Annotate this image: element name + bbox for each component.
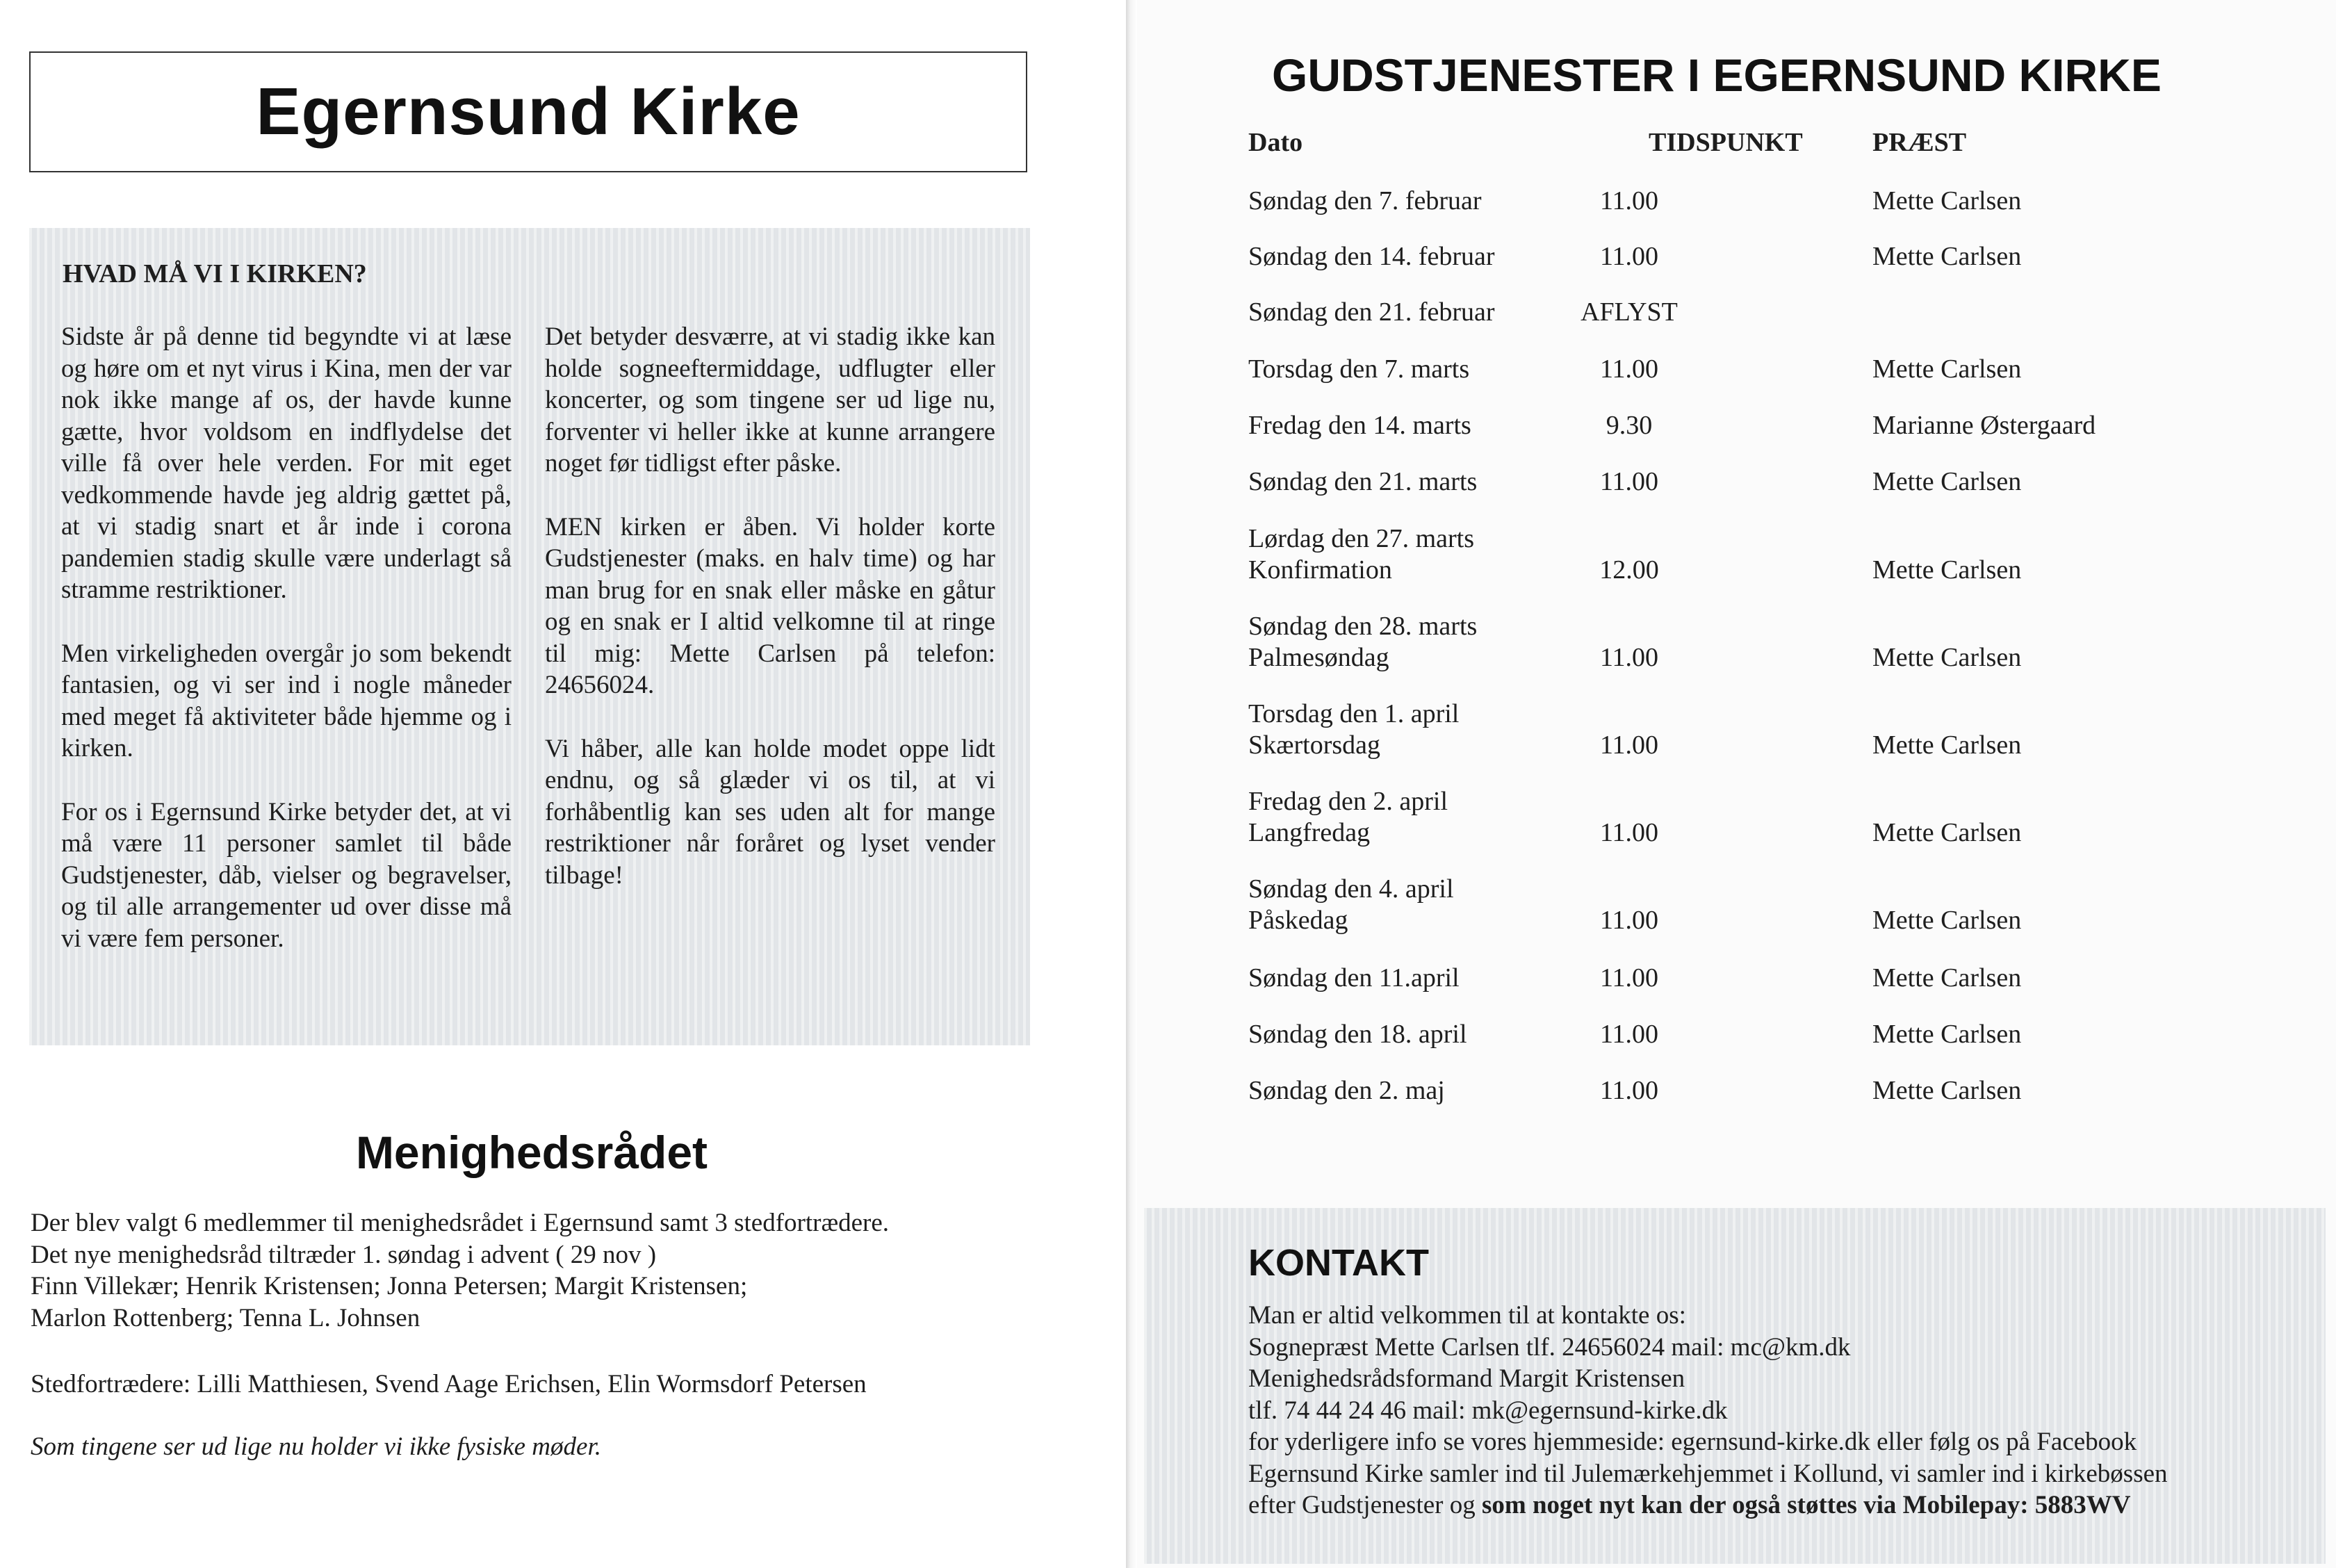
article-column-1 bbox=[61, 321, 512, 986]
article-heading: HVAD MÅ VI I KIRKEN? bbox=[63, 259, 367, 288]
service-date: Søndag den 2. maj bbox=[1248, 1076, 1445, 1105]
service-date: Lørdag den 27. marts bbox=[1248, 524, 1475, 553]
header-date: Dato bbox=[1248, 128, 1303, 157]
service-date: Søndag den 11.april bbox=[1248, 963, 1460, 993]
service-priest: Mette Carlsen bbox=[1872, 555, 2022, 585]
service-time: 9.30 bbox=[1606, 411, 1653, 440]
service-time: 11.00 bbox=[1599, 730, 1659, 760]
body-line: Finn Villekær; Henrik Kristensen; Jonna Petersen; Margit Kristensen; bbox=[31, 1272, 748, 1300]
service-priest: Mette Carlsen bbox=[1872, 354, 2022, 384]
service-occasion: Palmesøndag bbox=[1248, 643, 1389, 672]
service-priest: Mette Carlsen bbox=[1872, 242, 2022, 271]
contact-line: for yderligere info se vores hjemmeside: egernsund-kirke.dk eller følg os på Facebook bbox=[1248, 1428, 2137, 1456]
contact-last-plain: efter Gudstjenester og bbox=[1248, 1491, 1482, 1519]
article-paragraph: Vi håber, alle kan holde modet oppe lidt endnu, og så glæder vi os til, at vi forhåbentlig kan ses uden alt for mange restriktioner når foråret og lyset vender tilbage! bbox=[545, 734, 995, 890]
contact-line-last bbox=[1248, 1489, 2168, 1521]
service-priest: Mette Carlsen bbox=[1872, 906, 2022, 935]
service-priest: Mette Carlsen bbox=[1872, 643, 2022, 672]
service-time: 11.00 bbox=[1599, 818, 1659, 847]
title-box bbox=[29, 51, 1027, 172]
service-time: 11.00 bbox=[1599, 906, 1659, 935]
left-page bbox=[0, 0, 1126, 1568]
contact-line: Egernsund Kirke samler ind til Julemærkehjemmet i Kollund, vi samler ind i kirkebøssen bbox=[1248, 1459, 2168, 1488]
service-occasion: Konfirmation bbox=[1248, 555, 1392, 585]
contact-heading: KONTAKT bbox=[1248, 1242, 1429, 1284]
service-priest: Mette Carlsen bbox=[1872, 818, 2022, 847]
substitutes-line: Stedfortrædere: Lilli Matthiesen, Svend Aage Erichsen, Elin Wormsdorf Petersen bbox=[31, 1370, 867, 1398]
service-priest: Mette Carlsen bbox=[1872, 1076, 2022, 1105]
service-date: Fredag den 2. april bbox=[1248, 787, 1448, 816]
contact-line: Sognepræst Mette Carlsen tlf. 24656024 mail: mc@km.dk bbox=[1248, 1332, 1851, 1362]
section-title-menighedsraadet: Menighedsrådet bbox=[355, 1127, 708, 1178]
mobilepay-note: som noget nyt kan der også støttes via Mobilepay: 5883WV bbox=[1481, 1491, 2131, 1519]
service-date: Søndag den 7. februar bbox=[1248, 186, 1482, 215]
body-line: Der blev valgt 6 medlemmer til menighedsrådet i Egernsund samt 3 stedfortrædere. bbox=[31, 1209, 890, 1237]
service-date: Fredag den 14. marts bbox=[1248, 411, 1471, 440]
page-fold bbox=[1126, 0, 1137, 1568]
article-paragraph: MEN kirken er åben. Vi holder korte Gudstjenester (maks. en halv time) og har man brug for en snak eller måske en gåtur og en snak er I altid velkomne til at ringe til mig: Mette Carlsen på telefon: 24656024. bbox=[545, 512, 995, 699]
service-time: 11.00 bbox=[1599, 643, 1659, 672]
service-date: Søndag den 14. februar bbox=[1248, 242, 1495, 271]
service-priest: Mette Carlsen bbox=[1872, 186, 2022, 215]
body-line: Marlon Rottenberg; Tenna L. Johnsen bbox=[31, 1303, 420, 1332]
header-time: TIDSPUNKT bbox=[1649, 128, 1803, 157]
service-date: Torsdag den 1. april bbox=[1248, 699, 1460, 728]
service-time: 11.00 bbox=[1599, 186, 1659, 215]
article-column-2 bbox=[545, 321, 995, 923]
service-date: Søndag den 21. marts bbox=[1248, 467, 1478, 496]
service-date: Søndag den 28. marts bbox=[1248, 612, 1478, 641]
service-time: 11.00 bbox=[1599, 1020, 1659, 1049]
header-priest: PRÆST bbox=[1872, 128, 1967, 157]
service-time: 11.00 bbox=[1599, 963, 1659, 993]
service-date: Torsdag den 7. marts bbox=[1248, 354, 1470, 384]
service-time: 11.00 bbox=[1599, 242, 1659, 271]
article-box bbox=[29, 228, 1030, 1045]
article-paragraph: For os i Egernsund Kirke betyder det, at vi må være 11 personer samlet til både Gudstjenester, dåb, vielser og begravelser, og til alle arrangementer ud over disse må vi være fem personer. bbox=[61, 797, 512, 953]
article-paragraph: Det betyder desværre, at vi stadig ikke kan holde sogneeftermiddage, udflugter eller koncerter, og som tingene ser ud lige nu, forventer vi heller ikke at kunne arrangere noget før tidligst efter påske. bbox=[545, 322, 995, 477]
service-time: 11.00 bbox=[1599, 354, 1659, 384]
menighedsraadet-body bbox=[31, 1207, 1101, 1334]
meeting-note: Som tingene ser ud lige nu holder vi ikke fysiske møder. bbox=[31, 1432, 601, 1461]
service-priest: Marianne Østergaard bbox=[1872, 411, 2096, 440]
service-occasion: Påskedag bbox=[1248, 906, 1348, 935]
service-time: 11.00 bbox=[1599, 467, 1659, 496]
page-title: Egernsund Kirke bbox=[256, 74, 801, 149]
service-date: Søndag den 21. februar bbox=[1248, 297, 1495, 327]
service-date: Søndag den 4. april bbox=[1248, 874, 1454, 904]
contact-line: tlf. 74 44 24 46 mail: mk@egernsund-kirke.dk bbox=[1248, 1396, 1728, 1425]
service-priest: Mette Carlsen bbox=[1872, 1020, 2022, 1049]
service-time: AFLYST bbox=[1581, 297, 1678, 327]
service-priest: Mette Carlsen bbox=[1872, 730, 2022, 760]
article-paragraph: Men virkeligheden overgår jo som bekendt fantasien, og vi ser ind i nogle måneder med meget få aktiviteter både hjemme og i kirken. bbox=[61, 639, 512, 762]
service-time: 11.00 bbox=[1599, 1076, 1659, 1105]
body-line: Det nye menighedsråd tiltræder 1. søndag i advent ( 29 nov ) bbox=[31, 1240, 657, 1269]
contact-line: Man er altid velkommen til at kontakte os: bbox=[1248, 1301, 1686, 1330]
contact-line: Menighedsrådsformand Margit Kristensen bbox=[1248, 1364, 1685, 1393]
contact-box bbox=[1144, 1208, 2326, 1564]
services-title: GUDSTJENESTER I EGERNSUND KIRKE bbox=[1272, 49, 2162, 101]
service-occasion: Skærtorsdag bbox=[1248, 730, 1380, 760]
service-time: 12.00 bbox=[1599, 555, 1659, 585]
contact-body bbox=[1248, 1300, 2168, 1521]
article-paragraph: Sidste år på denne tid begyndte vi at læse og høre om et nyt virus i Kina, men der var nok ikke mange af os, der havde kunne gætte, hvor voldsom en indflydelse det ville få over hele verden. For mit eget vedkommende havde jeg aldrig gættet på, at vi stadig snart et år inde i corona pandemien stadig skulle være underlagt så stramme restriktioner. bbox=[61, 322, 512, 604]
service-date: Søndag den 18. april bbox=[1248, 1020, 1467, 1049]
service-occasion: Langfredag bbox=[1248, 818, 1371, 847]
service-priest: Mette Carlsen bbox=[1872, 467, 2022, 496]
service-priest: Mette Carlsen bbox=[1872, 963, 2022, 993]
